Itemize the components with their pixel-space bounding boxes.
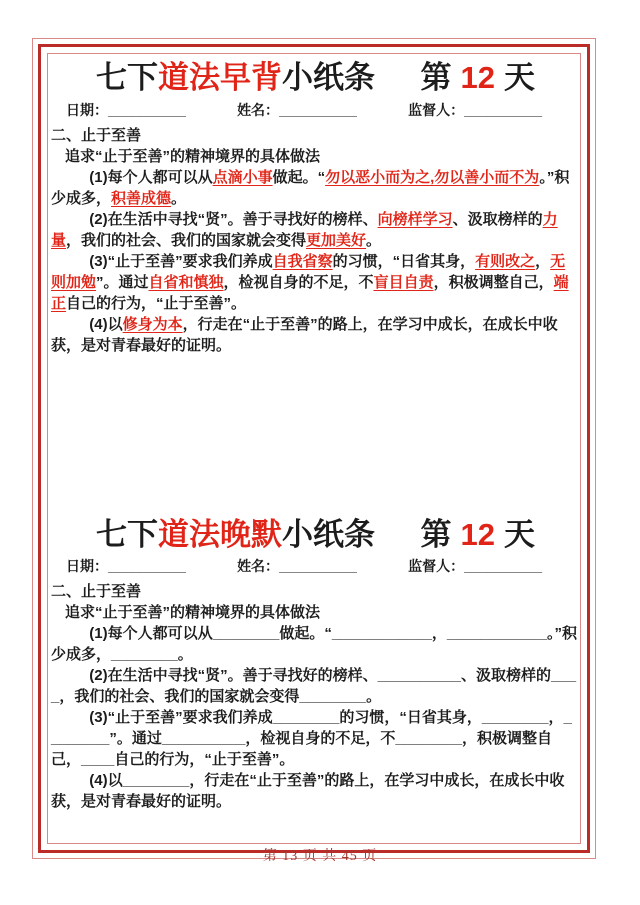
name-blank: __________ [279, 101, 357, 118]
answer-highlight: 有则改之 [475, 252, 536, 270]
page-number-footer: 第 13 页 共 45 页 [262, 849, 378, 864]
border-frame-mid [38, 44, 590, 853]
worksheet-title [96, 517, 375, 553]
answer-highlight: 向榜样学习 [377, 210, 453, 228]
answer-highlight: 修身为本 [122, 315, 183, 333]
section-content [51, 623, 578, 812]
paragraph-text: (2)在生活中寻找“贤”。善于寻找好的榜样、__________、汲取榜样的____，我们的社会、我们的国家就会变得________。 [51, 667, 577, 706]
title-red-part: 道法早背 [158, 60, 282, 95]
paragraph-text: (1)每个人都可以从 [89, 168, 213, 186]
paragraph [51, 167, 578, 209]
border-frame-outer [32, 38, 596, 859]
day-number: 12 [460, 60, 495, 95]
day-number: 12 [460, 516, 495, 552]
paragraph [51, 209, 578, 251]
paragraph-text: ，积极调整自己， [433, 273, 554, 291]
paragraph-text: ，我们的社会、我们的国家就会变得 [66, 231, 307, 249]
date-blank: __________ [108, 558, 186, 575]
title-prefix: 七下 [96, 516, 158, 552]
answer-highlight: 勿以恶小而为之, [325, 168, 435, 186]
topic-heading: 二、止于至善 [51, 583, 142, 601]
supervisor-field [408, 556, 542, 576]
paragraph-text: (2)在生活中寻找“贤”。善于寻找好的榜样、 [89, 210, 378, 228]
topic-heading: 二、止于至善 [51, 126, 142, 144]
paragraph [51, 770, 578, 812]
border-frame-inner [47, 53, 581, 844]
name-field [237, 100, 357, 120]
paragraph-text: 的习惯，“日省其身， [332, 252, 476, 270]
date-field [66, 100, 186, 120]
day-suffix: 天 [504, 60, 535, 95]
section-evening [51, 517, 578, 813]
worksheet-title [96, 60, 375, 96]
paragraph [51, 665, 578, 707]
name-label: 姓名： [237, 101, 280, 118]
lead-line: 追求“止于至善”的精神境界的具体做法 [65, 604, 321, 622]
paragraph-text: 做起。“ [272, 168, 326, 186]
paragraph-text: 自己的行为，“止于至善”。 [66, 294, 247, 312]
day-counter [421, 60, 535, 96]
title-red-part: 道法晚默 [158, 516, 282, 552]
section-content [51, 167, 578, 356]
name-field [237, 556, 357, 576]
answer-highlight: 更加美好 [306, 231, 367, 249]
answer-highlight: 盲目自责 [373, 273, 434, 291]
paragraph-text: 、汲取榜样的 [452, 210, 543, 228]
paragraph [51, 314, 578, 356]
section-morning [51, 60, 578, 356]
paragraph [51, 707, 578, 770]
name-label: 姓名： [237, 558, 280, 575]
section-title [51, 517, 578, 553]
answer-highlight: 力量 [51, 210, 558, 249]
answer-highlight: 端正 [51, 273, 569, 312]
paragraph-text: 。 [366, 231, 382, 249]
supervisor-blank: __________ [464, 101, 542, 118]
day-prefix: 第 [420, 516, 452, 552]
paragraph-text: ，检视自身的不足，不 [223, 273, 374, 291]
day-suffix: 天 [504, 516, 535, 552]
paragraph-text: (4)以________，行走在“止于至善”的路上，在学习中成长，在成长中收获，是对青春最好的证明。 [51, 772, 565, 811]
paragraph-text: (1)每个人都可以从________做起。“____________，____________。”积少成多，________。 [51, 625, 578, 664]
supervisor-field [408, 100, 542, 120]
supervisor-label: 监督人： [408, 101, 465, 118]
section-gap [51, 356, 578, 517]
paragraph-text: 。”积少成多， [51, 168, 570, 207]
date-blank: __________ [108, 101, 186, 118]
title-prefix: 七下 [96, 60, 158, 95]
paragraph-text: (4)以 [89, 315, 123, 333]
fields-row [51, 552, 578, 576]
date-label: 日期： [66, 101, 108, 118]
answer-highlight: 勿以善小而不为 [434, 168, 540, 186]
day-counter [421, 517, 535, 553]
lead-line: 追求“止于至善”的精神境界的具体做法 [65, 147, 321, 165]
date-label: 日期： [66, 558, 108, 575]
day-prefix: 第 [420, 60, 452, 95]
supervisor-blank: __________ [464, 558, 542, 575]
supervisor-label: 监督人： [408, 558, 465, 575]
date-field [66, 556, 186, 576]
paragraph-text: (3)“止于至善”要求我们养成 [89, 252, 273, 270]
answer-highlight: 积善成德 [111, 189, 172, 207]
name-blank: __________ [279, 558, 357, 575]
paragraph-text: 。 [171, 189, 187, 207]
answer-highlight: 自省和慎独 [148, 273, 224, 291]
paragraph-text: ， [535, 252, 551, 270]
section-title [51, 60, 578, 96]
paragraph [51, 623, 578, 665]
answer-highlight: 自我省察 [272, 252, 333, 270]
paragraph-text: ”。通过 [96, 273, 149, 291]
paragraph-text: ，行走在“止于至善”的路上，在学习中成长，在成长中收获，是对青春最好的证明。 [51, 315, 558, 354]
answer-highlight: 无则加勉 [51, 252, 566, 291]
paragraph-text: (3)“止于至善”要求我们养成________的习惯，“日省其身，________，________”。通过__________，检视自身的不足，不________，积极调整自己，____自己的行为，“止于至善”。 [51, 709, 572, 769]
answer-highlight: 点滴小事 [212, 168, 273, 186]
fields-row [51, 96, 578, 120]
paragraph [51, 251, 578, 314]
title-suffix: 小纸条 [282, 516, 375, 552]
title-suffix: 小纸条 [282, 60, 375, 95]
